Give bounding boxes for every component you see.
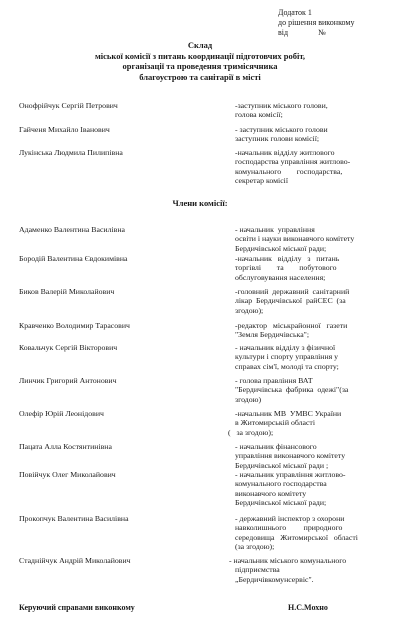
role-line: середовища Житомирської області bbox=[235, 532, 358, 542]
role-line: ( за згодою); bbox=[228, 427, 274, 437]
role-line: виконавчого комітету bbox=[235, 488, 307, 498]
title-line: організації та проведення тримісячника bbox=[122, 61, 278, 71]
role-line: справах сім'ї, молоді та спорту; bbox=[235, 361, 339, 371]
role-line: обслуговування населення; bbox=[235, 272, 326, 282]
role-line: -головний державний санітарний bbox=[235, 287, 350, 296]
person-name: Адаменко Валентина Василівна bbox=[19, 225, 125, 234]
role-line: в Житомирській області bbox=[235, 418, 315, 428]
role-line: Бердичівської міської ради; bbox=[235, 243, 327, 253]
person-role bbox=[235, 101, 390, 120]
role-line: -заступник міського голови, bbox=[235, 101, 328, 110]
person-role bbox=[235, 343, 390, 371]
role-line: Бердичівської міської ради; bbox=[235, 498, 327, 508]
annex-label: Додаток 1 bbox=[278, 8, 312, 17]
role-line: навколишнього природного bbox=[235, 523, 343, 533]
person-name: Кравченко Володимир Тарасович bbox=[19, 321, 130, 330]
person-name: Пацата Алла Костянтинівна bbox=[19, 442, 112, 451]
role-line: - начальник відділу з фізичної bbox=[235, 343, 336, 352]
role-line: - начальник міського комунального bbox=[229, 556, 347, 565]
annex-reference: до рішення виконкому bbox=[278, 18, 355, 27]
person-role bbox=[228, 409, 390, 437]
role-line: управління виконавчого комітету bbox=[235, 451, 346, 461]
person-role bbox=[235, 442, 390, 470]
role-line: -начальник відділу житлового bbox=[235, 148, 335, 157]
role-line: „Бердичівкомунсервіс". bbox=[235, 574, 314, 584]
role-line: -начальник відділу з питань bbox=[235, 254, 340, 263]
role-line: - заступник міського голови bbox=[235, 125, 328, 134]
role-line: -начальник МВ УМВС України bbox=[235, 409, 342, 418]
role-line: господарства управління житлово- bbox=[235, 157, 351, 167]
person-name: Онофрійчук Сергій Петрович bbox=[19, 101, 118, 110]
person-role bbox=[235, 254, 390, 282]
role-line: лікар Бердичівської райСЕС (за bbox=[235, 296, 346, 306]
role-line: -редактор міськрайонної газети bbox=[235, 321, 348, 330]
role-line: секретар комісії bbox=[235, 176, 289, 186]
person-name: Ковальчук Сергій Вікторович bbox=[19, 343, 118, 352]
role-line: - начальник фінансового bbox=[235, 442, 317, 451]
person-role bbox=[235, 287, 390, 315]
person-name: Линчик Григорий Антонович bbox=[19, 376, 117, 385]
role-line: голова комісії; bbox=[235, 110, 283, 120]
role-line: згодою) bbox=[235, 394, 262, 404]
person-name: Повійчук Олег Миколайович bbox=[19, 470, 116, 479]
role-line: підприємства bbox=[235, 565, 280, 575]
role-line: "Бердичівська фабрика одежі"(за bbox=[235, 385, 349, 395]
person-name: Лукінська Людмила Пилипівна bbox=[19, 148, 123, 157]
annex-date-number: від № bbox=[278, 28, 326, 37]
document-title bbox=[0, 40, 400, 82]
person-role bbox=[235, 376, 390, 404]
role-line: (за згодою); bbox=[235, 542, 275, 552]
person-name: Олефір Юрій Леонідович bbox=[19, 409, 104, 418]
person-role bbox=[229, 556, 390, 584]
person-role bbox=[235, 470, 390, 508]
role-line: торгівлі та побутового bbox=[235, 263, 337, 273]
signatory-name: Н.С.Мохно bbox=[288, 603, 328, 612]
role-line: Бердичівської міської ради ; bbox=[235, 460, 329, 470]
role-line: культури і спорту управління у bbox=[235, 352, 339, 362]
role-line: - державний інспектор з охорони bbox=[235, 514, 345, 523]
role-line: згодою); bbox=[235, 305, 264, 315]
person-role bbox=[235, 225, 390, 253]
person-name: Гайченя Михайло Іванович bbox=[19, 125, 110, 134]
person-role bbox=[235, 514, 390, 552]
person-name: Прокопчук Валентина Василівна bbox=[19, 514, 129, 523]
signatory-position: Керуючий справами виконкому bbox=[19, 603, 135, 612]
person-role bbox=[235, 125, 390, 144]
role-line: комунального господарства, bbox=[235, 166, 343, 176]
role-line: - начальник управління житлово- bbox=[235, 470, 346, 479]
person-name: Биков Валерій Миколайович bbox=[19, 287, 115, 296]
role-line: "Земля Бердичівська"; bbox=[235, 330, 310, 340]
person-name: Стаднійчук Андрій Миколайович bbox=[19, 556, 131, 565]
role-line: заступник голови комісії; bbox=[235, 134, 320, 144]
role-line: - начальник управління bbox=[235, 225, 315, 234]
person-role bbox=[235, 148, 390, 186]
title-line: міської комісії з питань координації підготовчих робіт, bbox=[95, 50, 305, 61]
title-line: Склад bbox=[187, 40, 213, 50]
role-line: комунального господарства bbox=[235, 479, 327, 489]
members-heading: Члени комісії: bbox=[172, 198, 228, 208]
role-line: освіти і науки виконавчого комітету bbox=[235, 234, 355, 244]
person-role bbox=[235, 321, 390, 340]
person-name: Бородій Валентина Євдокимівна bbox=[19, 254, 128, 263]
annex-block bbox=[278, 8, 354, 38]
role-line: - голова правління ВАТ bbox=[235, 376, 313, 385]
title-line: благоустрою та санітарії в місті bbox=[139, 71, 261, 82]
